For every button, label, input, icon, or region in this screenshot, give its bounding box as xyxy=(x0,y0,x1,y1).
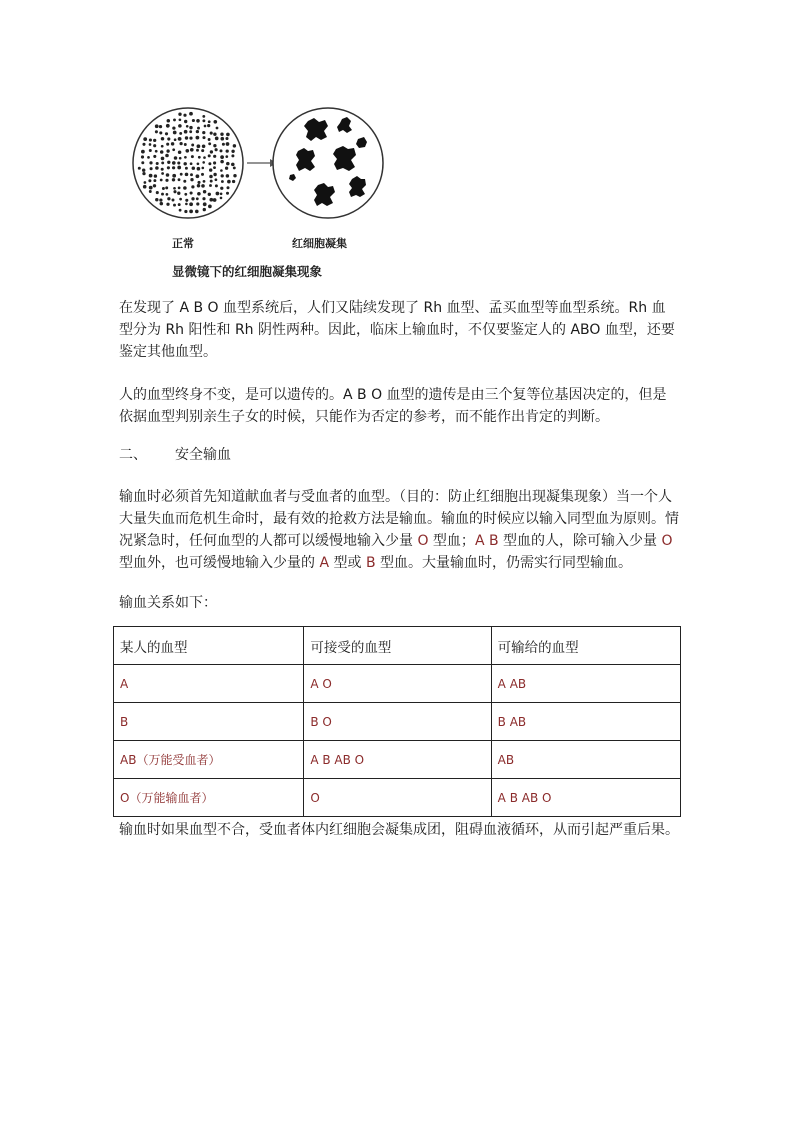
red-blood-cell-dot xyxy=(160,179,163,182)
red-blood-cell-dot xyxy=(189,210,193,214)
red-blood-cell-dot xyxy=(159,199,162,202)
transfusion-table xyxy=(113,626,681,817)
red-blood-cell-dot xyxy=(172,199,175,202)
red-blood-cell-dot xyxy=(196,119,200,123)
red-blood-cell-dot xyxy=(202,119,205,122)
red-blood-cell-dot xyxy=(183,162,186,165)
red-blood-cell-dot xyxy=(184,120,187,123)
text: 型血的人，除可输入少量 xyxy=(498,533,662,549)
microscope-illustration xyxy=(130,105,390,240)
red-blood-cell-dot xyxy=(183,186,187,190)
red-blood-cell-dot xyxy=(209,168,212,171)
red-blood-cell-dot xyxy=(208,193,211,196)
red-blood-cell-dot xyxy=(167,197,170,200)
text: 型血； xyxy=(428,533,475,549)
red-blood-cell-dot xyxy=(155,150,158,153)
red-blood-cell-dot xyxy=(213,155,216,158)
red-blood-cell-dot xyxy=(167,119,171,123)
table-row xyxy=(114,665,681,703)
red-blood-cell-dot xyxy=(208,154,211,157)
red-blood-cell-dot xyxy=(226,133,230,137)
red-blood-cell-dot xyxy=(215,184,218,187)
red-blood-cell-dot xyxy=(178,187,181,190)
red-blood-cell-dot xyxy=(190,178,193,181)
red-blood-cell-dot xyxy=(202,136,205,139)
red-blood-cell-dot xyxy=(216,127,219,130)
red-blood-cell-dot xyxy=(186,125,189,128)
label-normal: 正常 xyxy=(172,237,194,250)
table-header-row xyxy=(114,627,681,665)
text: 在发现了 xyxy=(119,300,180,316)
paragraph-consequence: 输血时如果血型不合，受血者体内红细胞会凝集成团，阻碍血液循环，从而引起严重后果。 xyxy=(119,822,679,838)
red-blood-cell-dot xyxy=(179,142,182,145)
red-blood-cell-dot xyxy=(196,136,200,140)
red-blood-cell-dot xyxy=(221,180,224,183)
red-blood-cell-dot xyxy=(190,173,193,176)
red-blood-cell-dot xyxy=(161,193,164,196)
red-blood-cell-dot xyxy=(209,198,213,202)
red-blood-cell-dot xyxy=(220,160,224,164)
red-blood-cell-dot xyxy=(149,186,153,190)
red-blood-cell-dot xyxy=(208,120,211,123)
red-blood-cell-dot xyxy=(208,142,211,145)
red-blood-cell-dot xyxy=(149,149,152,152)
red-blood-cell-dot xyxy=(208,162,211,165)
red-blood-cell-dot xyxy=(222,143,225,146)
red-blood-cell-dot xyxy=(150,167,153,170)
text: 型血。大量输血时，仍需实行同型输血。 xyxy=(375,555,632,571)
section-number: 二、 xyxy=(119,447,147,463)
red-blood-cell-dot xyxy=(210,150,213,153)
red-blood-cell-dot xyxy=(185,173,189,177)
red-blood-cell-dot xyxy=(161,137,165,141)
red-blood-cell-dot xyxy=(192,119,195,122)
text-type-o: O xyxy=(417,533,429,549)
red-blood-cell-dot xyxy=(201,167,204,170)
red-blood-cell-dot xyxy=(221,174,224,177)
cell-can-receive: B O xyxy=(304,703,491,741)
red-blood-cell-dot xyxy=(178,137,182,141)
red-blood-cell-dot xyxy=(197,162,200,165)
red-blood-cell-dot xyxy=(197,127,200,130)
red-blood-cell-dot xyxy=(202,131,205,134)
label-agglutination: 红细胞凝集 xyxy=(292,237,347,250)
red-blood-cell-dot xyxy=(208,138,211,141)
red-blood-cell-dot xyxy=(184,210,187,213)
red-blood-cell-dot xyxy=(226,142,230,146)
red-blood-cell-dot xyxy=(220,132,223,135)
text-type-o: O xyxy=(661,533,673,549)
red-blood-cell-dot xyxy=(141,150,145,154)
red-blood-cell-dot xyxy=(210,180,213,183)
red-blood-cell-dot xyxy=(213,166,216,169)
red-blood-cell-dot xyxy=(149,143,152,146)
red-blood-cell-dot xyxy=(231,163,235,167)
red-blood-cell-dot xyxy=(172,178,175,181)
red-blood-cell-dot xyxy=(178,151,182,155)
red-blood-cell-dot xyxy=(153,139,156,142)
red-blood-cell-dot xyxy=(183,180,186,183)
text-abo: A B O xyxy=(179,300,219,316)
red-blood-cell-dot xyxy=(179,157,182,160)
red-blood-cell-dot xyxy=(156,191,159,194)
red-blood-cell-dot xyxy=(215,137,219,141)
table-row xyxy=(114,703,681,741)
red-blood-cell-dot xyxy=(142,172,145,175)
red-blood-cell-dot xyxy=(159,125,162,128)
red-blood-cell-dot xyxy=(220,155,224,159)
red-blood-cell-dot xyxy=(166,143,169,146)
red-blood-cell-dot xyxy=(173,187,176,190)
red-blood-cell-dot xyxy=(184,156,187,159)
text: 型或 xyxy=(329,555,366,571)
red-blood-cell-dot xyxy=(190,191,193,194)
red-blood-cell-dot xyxy=(213,161,216,164)
red-blood-cell-dot xyxy=(192,166,195,169)
red-blood-cell-dot xyxy=(225,155,228,158)
red-blood-cell-dot xyxy=(177,192,180,195)
section-heading xyxy=(119,444,231,466)
red-blood-cell-dot xyxy=(233,174,236,177)
red-blood-cell-dot xyxy=(220,192,223,195)
red-blood-cell-dot xyxy=(203,202,207,206)
text-type-ab: A B xyxy=(474,533,499,549)
red-blood-cell-dot xyxy=(178,178,181,181)
red-blood-cell-dot xyxy=(153,179,156,182)
red-blood-cell-dot xyxy=(196,149,199,152)
red-blood-cell-dot xyxy=(202,145,206,149)
red-blood-cell-dot xyxy=(166,124,170,128)
cell-blood-type: AB（万能受血者） xyxy=(114,741,304,779)
red-blood-cell-dot xyxy=(166,193,169,196)
red-blood-cell-dot xyxy=(198,156,201,159)
red-blood-cell-dot xyxy=(196,197,199,200)
red-blood-cell-dot xyxy=(165,154,169,158)
red-blood-cell-dot xyxy=(191,185,194,188)
text: 血型系统后，人们又陆续发现了 Rh 血型、孟买血型等血型系统。Rh 血型分为 Rh 阳性和 Rh 阴性两种。因此，临床上输血时，不仅要鉴定人的 ABO 血型，还要鉴定其他血型。 xyxy=(119,300,675,360)
red-blood-cell-dot xyxy=(190,162,193,165)
red-blood-cell-dot xyxy=(213,133,216,136)
table-row xyxy=(114,779,681,817)
red-blood-cell-dot xyxy=(213,173,216,176)
red-blood-cell-dot xyxy=(143,185,147,189)
red-blood-cell-dot xyxy=(197,167,201,171)
red-blood-cell-dot xyxy=(197,144,201,148)
red-blood-cell-dot xyxy=(197,192,201,196)
cell-blood-type: O（万能输血者） xyxy=(114,779,304,817)
red-blood-cell-dot xyxy=(185,203,188,206)
red-blood-cell-dot xyxy=(202,197,205,200)
table-row xyxy=(114,741,681,779)
figure-caption: 显微镜下的红细胞凝集现象 xyxy=(172,264,323,279)
red-blood-cell-dot xyxy=(144,181,147,184)
red-blood-cell-dot xyxy=(189,130,192,133)
red-blood-cell-dot xyxy=(149,174,153,178)
red-blood-cell-dot xyxy=(155,124,159,128)
red-blood-cell-dot xyxy=(203,180,206,183)
red-blood-cell-dot xyxy=(174,156,178,160)
red-blood-cell-dot xyxy=(166,203,169,206)
red-blood-cell-dot xyxy=(178,124,182,128)
cell-blood-type: B xyxy=(114,703,304,741)
red-blood-cell-dot xyxy=(153,155,156,158)
red-blood-cell-dot xyxy=(173,118,176,121)
cell-can-donate: A B AB O xyxy=(491,779,680,817)
red-blood-cell-dot xyxy=(226,192,229,195)
red-blood-cell-dot xyxy=(207,124,210,127)
red-blood-cell-dot xyxy=(142,143,145,146)
paragraph-blood-systems xyxy=(119,297,679,363)
cell-can-receive: A O xyxy=(304,665,491,703)
red-blood-cell-dot xyxy=(178,113,181,116)
cell-can-donate: B AB xyxy=(491,703,680,741)
red-blood-cell-dot xyxy=(153,144,156,147)
red-blood-cell-dot xyxy=(201,149,204,152)
microscope-figure xyxy=(130,105,390,280)
cell-blood-type: A xyxy=(114,665,304,703)
red-blood-cell-dot xyxy=(203,156,206,159)
header-blood-type: 某人的血型 xyxy=(114,627,304,665)
header-can-receive: 可接受的血型 xyxy=(304,627,491,665)
red-blood-cell-dot xyxy=(221,137,225,141)
red-blood-cell-dot xyxy=(210,132,213,135)
red-blood-cell-dot xyxy=(215,148,218,151)
red-blood-cell-dot xyxy=(165,186,168,189)
red-blood-cell-dot xyxy=(231,154,234,157)
header-can-donate: 可输给的血型 xyxy=(491,627,680,665)
red-blood-cell-dot xyxy=(154,174,157,177)
red-blood-cell-dot xyxy=(220,149,223,152)
red-blood-cell-dot xyxy=(155,130,158,133)
red-blood-cell-dot xyxy=(204,125,207,128)
red-blood-cell-dot xyxy=(185,149,189,153)
red-blood-cell-dot xyxy=(161,145,164,148)
text-type-a: A xyxy=(319,555,330,571)
red-blood-cell-dot xyxy=(220,197,223,200)
red-blood-cell-dot xyxy=(197,181,200,184)
red-blood-cell-dot xyxy=(191,155,194,158)
red-blood-cell-dot xyxy=(166,149,169,152)
red-blood-cell-dot xyxy=(172,126,175,129)
red-blood-cell-dot xyxy=(161,172,164,175)
red-blood-cell-dot xyxy=(148,179,151,182)
red-blood-cell-dot xyxy=(184,193,187,196)
red-blood-cell-dot xyxy=(156,162,159,165)
red-blood-cell-dot xyxy=(149,190,152,193)
red-blood-cell-dot xyxy=(185,136,188,139)
red-blood-cell-dot xyxy=(227,180,231,184)
red-blood-cell-dot xyxy=(142,168,145,171)
red-blood-cell-dot xyxy=(190,148,194,152)
red-blood-cell-dot xyxy=(213,198,217,202)
red-blood-cell-dot xyxy=(209,175,213,179)
red-blood-cell-dot xyxy=(225,137,228,140)
red-blood-cell-dot xyxy=(141,161,144,164)
red-blood-cell-dot xyxy=(167,161,170,164)
red-blood-cell-dot xyxy=(189,202,193,206)
red-blood-cell-dot xyxy=(159,131,162,134)
red-blood-cell-dot xyxy=(165,132,168,135)
red-blood-cell-dot xyxy=(203,208,206,211)
text-type-b: B xyxy=(365,555,376,571)
cell-can-donate: AB xyxy=(491,741,680,779)
red-blood-cell-dot xyxy=(177,161,180,164)
red-blood-cell-dot xyxy=(179,118,182,121)
red-blood-cell-dot xyxy=(178,203,181,206)
red-blood-cell-dot xyxy=(171,142,174,145)
red-blood-cell-dot xyxy=(213,120,217,124)
red-blood-cell-dot xyxy=(226,186,229,189)
red-blood-cell-dot xyxy=(179,198,182,201)
red-blood-cell-dot xyxy=(180,173,183,176)
red-blood-cell-dot xyxy=(149,138,152,141)
red-blood-cell-dot xyxy=(147,156,150,159)
red-blood-cell-dot xyxy=(201,184,205,188)
normal-blood-cells-circle xyxy=(133,108,243,218)
red-blood-cell-dot xyxy=(225,167,228,170)
red-blood-cell-dot xyxy=(172,161,176,165)
red-blood-cell-dot xyxy=(185,167,188,170)
red-blood-cell-dot xyxy=(220,169,223,172)
red-blood-cell-dot xyxy=(196,174,200,178)
red-blood-cell-dot xyxy=(189,136,192,139)
red-blood-cell-dot xyxy=(179,209,182,212)
red-blood-cell-dot xyxy=(166,173,170,177)
red-blood-cell-dot xyxy=(161,161,164,164)
red-blood-cell-dot xyxy=(195,210,199,214)
red-blood-cell-dot xyxy=(215,178,218,181)
red-blood-cell-dot xyxy=(213,144,216,147)
red-blood-cell-dot xyxy=(138,167,141,170)
red-blood-cell-dot xyxy=(208,205,212,209)
red-blood-cell-dot xyxy=(165,179,168,182)
red-blood-cell-dot xyxy=(174,138,177,141)
red-blood-cell-dot xyxy=(189,126,192,129)
red-blood-cell-dot xyxy=(143,137,147,141)
red-blood-cell-dot xyxy=(167,137,170,140)
red-blood-cell-dot xyxy=(177,166,181,170)
agglutinated-cells-circle xyxy=(273,108,383,218)
red-blood-cell-dot xyxy=(153,184,156,187)
red-blood-cell-dot xyxy=(189,112,193,116)
red-blood-cell-dot xyxy=(220,187,223,190)
cell-can-receive: O xyxy=(304,779,491,817)
red-blood-cell-dot xyxy=(160,150,164,154)
red-blood-cell-dot xyxy=(173,131,177,135)
red-blood-cell-dot xyxy=(183,114,186,117)
red-blood-cell-dot xyxy=(173,190,176,193)
red-blood-cell-dot xyxy=(231,150,234,153)
table-intro: 输血关系如下： xyxy=(119,595,217,611)
red-blood-cell-dot xyxy=(173,204,176,207)
red-blood-cell-dot xyxy=(209,184,212,187)
red-blood-cell-dot xyxy=(141,155,144,158)
red-blood-cell-dot xyxy=(161,168,164,171)
red-blood-cell-dot xyxy=(202,161,205,164)
red-blood-cell-dot xyxy=(155,166,159,170)
text: 输血时必须首先知道献血者与受血者的血型。（目的：防止红细胞出现凝集现象）当一个人大量失血而危机生命时，最有效的抢救方法是输血。输血的时候应以输入同型血为原则。情况紧急时，任何血型的人都可以缓慢地输入少量 xyxy=(119,489,679,549)
red-blood-cell-dot xyxy=(172,148,175,151)
red-blood-cell-dot xyxy=(232,180,235,183)
red-blood-cell-dot xyxy=(184,143,187,146)
paragraph-inheritance: 人的血型终身不变，是可以遗传的。A B O 血型的遗传是由三个复等位基因决定的，但是依据血型判别亲生子女的时候，只能作为否定的参考，而不能作出肯定的判断。 xyxy=(119,387,667,425)
red-blood-cell-dot xyxy=(162,187,165,190)
red-blood-cell-dot xyxy=(233,166,236,169)
red-blood-cell-dot xyxy=(201,173,204,176)
red-blood-cell-dot xyxy=(161,157,165,161)
paragraph-safe-transfusion xyxy=(119,486,679,574)
cell-can-receive: A B AB O xyxy=(304,741,491,779)
red-blood-cell-dot xyxy=(203,190,206,193)
red-blood-cell-dot xyxy=(160,202,164,206)
red-blood-cell-dot xyxy=(226,174,230,178)
red-blood-cell-dot xyxy=(149,161,152,164)
red-blood-cell-dot xyxy=(233,144,236,147)
red-blood-cell-dot xyxy=(172,174,176,178)
cell-can-donate: A AB xyxy=(491,665,680,703)
red-blood-cell-dot xyxy=(179,132,182,135)
red-blood-cell-dot xyxy=(191,144,194,147)
red-blood-cell-dot xyxy=(226,149,229,152)
red-blood-cell-dot xyxy=(216,192,220,196)
red-blood-cell-dot xyxy=(196,202,199,205)
red-blood-cell-dot xyxy=(226,162,230,166)
red-blood-cell-dot xyxy=(184,130,188,134)
red-blood-cell-dot xyxy=(167,166,170,169)
text: 型血外，也可缓慢地输入少量的 xyxy=(119,555,320,571)
red-blood-cell-dot xyxy=(185,199,188,202)
red-blood-cell-dot xyxy=(191,197,194,200)
red-blood-cell-dot xyxy=(172,166,175,169)
red-blood-cell-dot xyxy=(155,198,158,201)
red-blood-cell-dot xyxy=(202,115,205,118)
red-blood-cell-dot xyxy=(197,184,200,187)
section-title: 安全输血 xyxy=(175,447,231,463)
red-blood-cell-dot xyxy=(196,130,199,133)
